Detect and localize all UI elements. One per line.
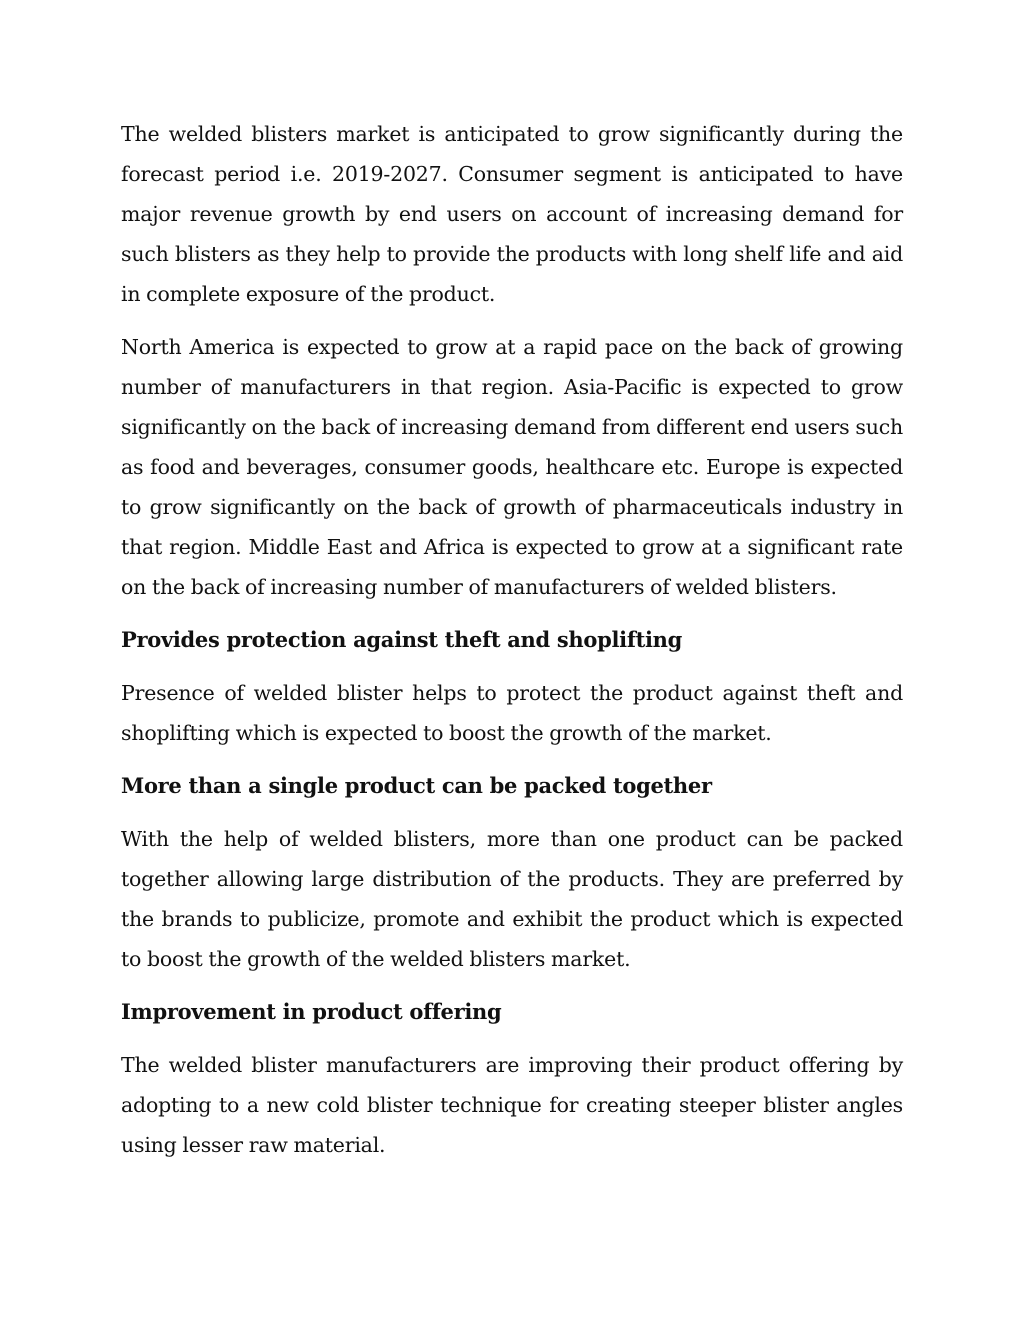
paragraph-regional-outlook: North America is expected to grow at a rapid pace on the back of growing number of manufacturers in that region. Asia-Pacific is expected to grow significantly on the back of increasing demand from different end users such as food and beverages, consumer goods, healthcare etc. Europe is expected to grow significantly on the back of growth of pharmaceuticals industry in that region. Middle East and Africa is expected to grow at a significant rate on the back of increasing number of manufacturers of welded blisters. [121,335,903,599]
heading-product-offering: Improvement in product offering [121,999,502,1024]
paragraph-market-overview: The welded blisters market is anticipated to grow significantly during the forecast period i.e. 2019-2027. Consumer segment is anticipated to have major revenue growth by end users on account of increasing demand for such blisters as they help to provide the products with long shelf life and aid in complete exposure of the product. [121,122,903,306]
paragraph-multi-product-packing: With the help of welded blisters, more than one product can be packed together allowing large distribution of the products. They are preferred by the brands to publicize, promote and exhibit the product which is expected to boost the growth of the welded blisters market. [121,827,903,971]
paragraph-product-offering: The welded blister manufacturers are improving their product offering by adopting to a new cold blister technique for creating steeper blister angles using lesser raw material. [121,1053,903,1157]
heading-multi-product-packing: More than a single product can be packed together [121,773,712,798]
document-page [121,114,903,1178]
paragraph-theft-protection: Presence of welded blister helps to protect the product against theft and shoplifting which is expected to boost the growth of the market. [121,681,903,745]
heading-theft-protection: Provides protection against theft and shoplifting [121,627,683,652]
